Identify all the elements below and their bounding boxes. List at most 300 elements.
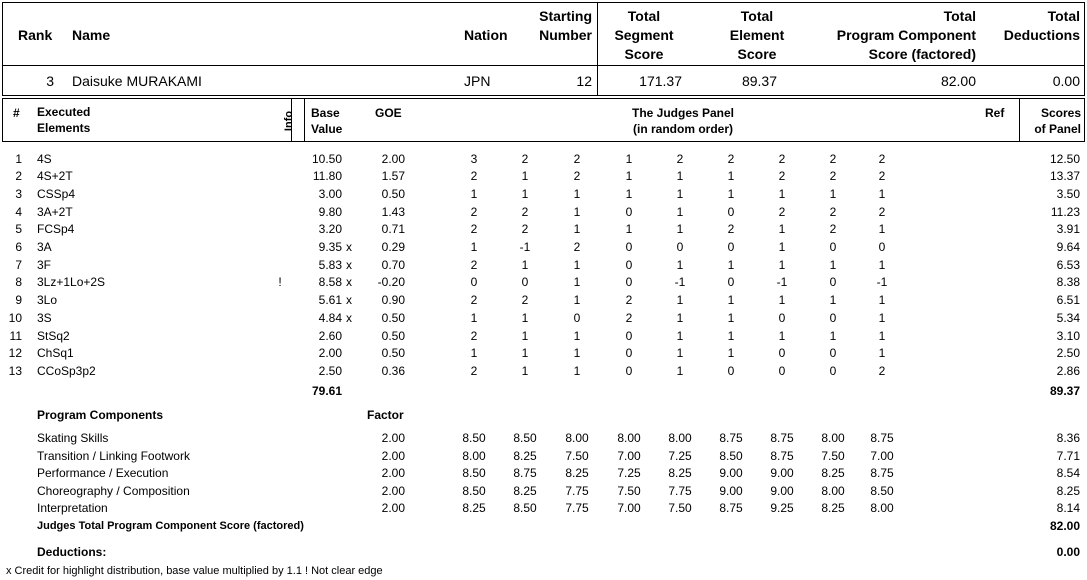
judge-score: 0 bbox=[573, 310, 581, 325]
pcs-total-label: Judges Total Program Component Score (factored) bbox=[37, 520, 304, 532]
element-goe: 0.50 bbox=[381, 328, 405, 343]
element-panel-score: 6.51 bbox=[1056, 293, 1080, 308]
judge-score: 2 bbox=[778, 169, 786, 184]
judge-score: 2 bbox=[625, 310, 633, 325]
component-panel-score: 8.54 bbox=[1056, 466, 1080, 480]
judge-score: 2 bbox=[521, 293, 529, 308]
total-segment-score: 171.37 bbox=[639, 73, 682, 89]
element-base-x: x bbox=[346, 257, 352, 272]
judge-score: 0 bbox=[829, 310, 837, 325]
element-base-x bbox=[346, 328, 356, 346]
judge-score: 1 bbox=[470, 186, 478, 201]
judge-score: 2 bbox=[778, 204, 786, 219]
component-judge-score: 8.25 bbox=[821, 466, 845, 480]
judge-score: 1 bbox=[625, 169, 633, 184]
judge-score: 0 bbox=[778, 310, 786, 325]
element-name: 4S bbox=[37, 151, 52, 166]
judge-score: 2 bbox=[829, 169, 837, 184]
element-goe: 0.36 bbox=[381, 363, 405, 378]
judge-score: 1 bbox=[727, 169, 735, 184]
elements-score-total: 89.37 bbox=[1049, 384, 1080, 398]
element-goe: -0.20 bbox=[377, 275, 405, 290]
element-info bbox=[270, 221, 290, 239]
element-base-value: 5.83 bbox=[318, 257, 342, 272]
judge-score: 1 bbox=[676, 169, 684, 184]
judge-score: 1 bbox=[521, 310, 529, 325]
judge-score: 2 bbox=[676, 151, 684, 166]
component-factor: 2.00 bbox=[381, 501, 405, 515]
component-judge-score: 8.25 bbox=[821, 501, 845, 515]
component-factor: 2.00 bbox=[381, 466, 405, 480]
judge-score: 1 bbox=[676, 222, 684, 237]
element-base-x: x bbox=[346, 240, 352, 254]
component-judge-score: 7.75 bbox=[565, 483, 589, 498]
total-element-score: 89.37 bbox=[741, 73, 777, 89]
skater-name: Daisuke MURAKAMI bbox=[72, 73, 202, 89]
judge-score: 1 bbox=[521, 363, 529, 378]
judge-score: 1 bbox=[625, 151, 633, 166]
component-judge-score: 8.00 bbox=[821, 483, 845, 498]
element-base-value: 2.60 bbox=[318, 328, 342, 343]
element-number: 9 bbox=[15, 293, 22, 308]
judge-score: 1 bbox=[573, 222, 581, 237]
element-goe: 1.57 bbox=[381, 169, 405, 184]
program-components-title: Program Components bbox=[37, 408, 164, 422]
element-info bbox=[270, 310, 290, 328]
skater-nation: JPN bbox=[464, 73, 491, 89]
element-panel-score: 8.38 bbox=[1056, 275, 1080, 290]
judge-score: 1 bbox=[778, 186, 786, 201]
judge-score: 1 bbox=[829, 257, 837, 272]
component-name: Transition / Linking Footwork bbox=[37, 448, 190, 463]
component-judge-score: 9.25 bbox=[770, 501, 794, 515]
judge-score: 1 bbox=[878, 328, 886, 343]
deductions-row-label: Deductions: bbox=[37, 545, 107, 559]
judge-score: 2 bbox=[625, 293, 633, 308]
element-number: 12 bbox=[8, 346, 22, 361]
element-panel-score: 3.91 bbox=[1056, 222, 1080, 237]
judge-score: 0 bbox=[625, 328, 633, 343]
component-judge-score: 7.50 bbox=[565, 448, 589, 463]
element-name: 3Lo bbox=[37, 293, 58, 308]
element-name: FCSp4 bbox=[37, 222, 75, 237]
judge-score: 0 bbox=[625, 257, 633, 272]
component-judge-score: 8.75 bbox=[870, 466, 894, 480]
judges-panel-header: The Judges Panel (in random order) bbox=[631, 106, 735, 136]
judge-score: 0 bbox=[625, 275, 633, 290]
element-base-value: 11.80 bbox=[312, 169, 342, 184]
judge-score: 1 bbox=[521, 169, 529, 184]
component-judge-score: 8.50 bbox=[719, 448, 743, 463]
elements-base-total: 79.61 bbox=[311, 384, 342, 398]
judge-score: 1 bbox=[521, 186, 529, 201]
judge-score: 2 bbox=[521, 204, 529, 219]
element-base-x bbox=[346, 151, 356, 169]
judge-score: 2 bbox=[573, 169, 581, 184]
judge-score: -1 bbox=[876, 275, 888, 290]
judge-score: 1 bbox=[573, 293, 581, 308]
ref-header: Ref bbox=[985, 106, 1005, 120]
component-panel-score: 7.71 bbox=[1056, 448, 1080, 463]
element-info bbox=[270, 168, 290, 186]
judge-score: 1 bbox=[676, 310, 684, 325]
judge-score: 2 bbox=[829, 222, 837, 237]
name-label: Name bbox=[72, 27, 111, 43]
component-panel-score: 8.14 bbox=[1056, 501, 1080, 515]
judge-score: 2 bbox=[778, 151, 786, 166]
element-panel-score: 6.53 bbox=[1056, 257, 1080, 272]
judge-score: 1 bbox=[573, 204, 581, 219]
starting-number-label: Starting Number bbox=[539, 8, 592, 43]
judge-score: 1 bbox=[573, 346, 581, 361]
deductions-label: Total Deductions bbox=[1003, 8, 1080, 43]
judge-score: 1 bbox=[470, 346, 478, 361]
total-deductions: 0.00 bbox=[1052, 73, 1080, 89]
element-base-value: 2.50 bbox=[318, 363, 342, 378]
element-base-value: 10.50 bbox=[311, 151, 342, 166]
component-judge-score: 8.50 bbox=[513, 431, 537, 445]
element-number: 10 bbox=[8, 310, 22, 325]
component-panel-score: 8.36 bbox=[1056, 431, 1080, 445]
factor-header: Factor bbox=[367, 408, 404, 422]
judge-score: 1 bbox=[676, 293, 684, 308]
judge-score: 0 bbox=[727, 275, 735, 290]
element-panel-score: 3.50 bbox=[1056, 186, 1080, 201]
element-name: 3F bbox=[37, 257, 52, 272]
judge-score: -1 bbox=[519, 240, 531, 254]
starting-number: 12 bbox=[576, 73, 592, 89]
judge-score: 1 bbox=[727, 328, 735, 343]
judge-score: 0 bbox=[470, 275, 478, 290]
judge-score: 0 bbox=[829, 363, 837, 378]
judge-score: 0 bbox=[829, 346, 837, 361]
judge-score: 1 bbox=[829, 328, 837, 343]
judge-score: 1 bbox=[778, 328, 786, 343]
judge-score: 2 bbox=[727, 222, 735, 237]
judge-score: 1 bbox=[878, 222, 886, 237]
element-number: 7 bbox=[15, 257, 22, 272]
judge-score: 1 bbox=[573, 257, 581, 272]
judge-score: 1 bbox=[470, 310, 478, 325]
component-judge-score: 8.75 bbox=[719, 431, 743, 445]
judge-score: 3 bbox=[470, 151, 478, 166]
judge-score: 1 bbox=[676, 363, 684, 378]
component-judge-score: 8.00 bbox=[668, 431, 692, 445]
element-info bbox=[270, 292, 290, 310]
element-info bbox=[270, 328, 290, 346]
element-panel-score: 9.64 bbox=[1056, 240, 1080, 254]
element-number: 4 bbox=[15, 204, 22, 219]
element-name: ChSq1 bbox=[37, 346, 74, 361]
info-header: Info bbox=[283, 110, 296, 132]
component-judge-score: 9.00 bbox=[719, 483, 743, 498]
judge-score: 2 bbox=[878, 204, 886, 219]
element-name: 3S bbox=[37, 310, 52, 325]
element-base-x bbox=[346, 363, 356, 381]
element-goe: 0.70 bbox=[381, 257, 405, 272]
element-base-x: x bbox=[346, 293, 352, 308]
element-base-x: x bbox=[346, 275, 352, 290]
element-base-x bbox=[346, 186, 356, 204]
judge-score: 0 bbox=[676, 240, 684, 254]
component-name: Choreography / Composition bbox=[37, 483, 190, 498]
element-goe: 0.50 bbox=[381, 310, 405, 325]
component-judge-score: 8.00 bbox=[821, 431, 845, 445]
judge-score: 0 bbox=[829, 275, 837, 290]
judge-score: 1 bbox=[676, 186, 684, 201]
judge-score: 1 bbox=[625, 186, 633, 201]
component-name: Skating Skills bbox=[37, 431, 109, 445]
tes-label: Total Element Score bbox=[729, 8, 785, 62]
component-judge-score: 8.50 bbox=[513, 501, 537, 515]
element-info bbox=[270, 363, 290, 381]
element-info bbox=[270, 204, 290, 222]
judge-score: 0 bbox=[727, 363, 735, 378]
judge-score: 2 bbox=[470, 328, 478, 343]
element-base-value: 3.20 bbox=[318, 222, 342, 237]
total-pcs: 82.00 bbox=[940, 73, 976, 89]
judge-score: 2 bbox=[829, 151, 837, 166]
judge-score: 1 bbox=[573, 186, 581, 201]
judge-score: 2 bbox=[573, 151, 581, 166]
component-judge-score: 7.50 bbox=[668, 501, 692, 515]
judge-score: 1 bbox=[878, 346, 886, 361]
judge-score: 2 bbox=[829, 204, 837, 219]
element-number: 2 bbox=[15, 169, 22, 184]
skater-rank: 3 bbox=[46, 73, 54, 89]
element-goe: 2.00 bbox=[381, 151, 405, 166]
tss-label: Total Segment Score bbox=[614, 8, 674, 62]
component-name: Performance / Execution bbox=[37, 466, 169, 480]
component-judge-score: 8.75 bbox=[770, 431, 794, 445]
judge-score: 2 bbox=[470, 204, 478, 219]
element-number: 5 bbox=[15, 222, 22, 237]
judge-score: 2 bbox=[470, 222, 478, 237]
element-goe: 0.90 bbox=[381, 293, 405, 308]
element-goe: 1.43 bbox=[381, 204, 405, 219]
element-info bbox=[270, 257, 290, 275]
component-factor: 2.00 bbox=[381, 431, 405, 445]
judge-score: 0 bbox=[878, 240, 886, 254]
judge-score: 2 bbox=[878, 363, 886, 378]
element-number: 8 bbox=[15, 275, 22, 290]
judge-score: 1 bbox=[521, 328, 529, 343]
element-base-x bbox=[346, 168, 356, 186]
component-judge-score: 8.50 bbox=[462, 483, 486, 498]
judge-score: 0 bbox=[625, 204, 633, 219]
element-name: CSSp4 bbox=[37, 186, 76, 201]
pcs-total-value: 82.00 bbox=[1049, 519, 1080, 533]
num-header: # bbox=[13, 106, 20, 120]
component-judge-score: 7.00 bbox=[617, 448, 641, 463]
element-panel-score: 11.23 bbox=[1050, 204, 1080, 219]
judge-score: 2 bbox=[470, 363, 478, 378]
judge-score: 1 bbox=[778, 293, 786, 308]
judge-score: -1 bbox=[776, 275, 788, 290]
element-goe: 0.50 bbox=[381, 186, 405, 201]
nation-label: Nation bbox=[464, 27, 508, 43]
element-base-x bbox=[346, 345, 356, 363]
element-name: 3A bbox=[37, 240, 52, 254]
component-judge-score: 7.00 bbox=[870, 448, 894, 463]
judge-score: 0 bbox=[625, 363, 633, 378]
judge-score: 1 bbox=[676, 346, 684, 361]
judge-score: 1 bbox=[778, 240, 786, 254]
component-factor: 2.00 bbox=[381, 448, 405, 463]
judge-score: 1 bbox=[676, 257, 684, 272]
judge-score: 0 bbox=[727, 240, 735, 254]
judge-score: -1 bbox=[674, 275, 686, 290]
component-judge-score: 8.50 bbox=[462, 431, 486, 445]
component-judge-score: 7.75 bbox=[668, 483, 692, 498]
element-name: 3A+2T bbox=[37, 204, 73, 219]
element-panel-score: 5.34 bbox=[1056, 310, 1080, 325]
element-goe: 0.50 bbox=[381, 346, 405, 361]
element-info: ! bbox=[278, 275, 282, 290]
judge-score: 1 bbox=[727, 257, 735, 272]
element-base-value: 9.35 bbox=[318, 240, 342, 254]
judge-score: 2 bbox=[470, 257, 478, 272]
element-base-value: 5.61 bbox=[318, 293, 342, 308]
judge-score: 0 bbox=[727, 204, 735, 219]
component-judge-score: 8.50 bbox=[870, 483, 894, 498]
element-base-value: 3.00 bbox=[318, 186, 342, 201]
element-base-value: 8.58 bbox=[318, 275, 342, 290]
component-judge-score: 9.00 bbox=[770, 483, 794, 498]
judge-score: 1 bbox=[573, 328, 581, 343]
judge-score: 0 bbox=[625, 240, 633, 254]
element-goe: 0.29 bbox=[381, 240, 405, 254]
component-judge-score: 8.00 bbox=[565, 431, 589, 445]
element-base-x bbox=[346, 221, 356, 239]
rank-label: Rank bbox=[18, 27, 53, 43]
judge-score: 0 bbox=[521, 275, 529, 290]
element-base-x bbox=[346, 204, 356, 222]
judge-score: 2 bbox=[573, 240, 581, 254]
element-panel-score: 3.10 bbox=[1056, 328, 1080, 343]
judge-score: 1 bbox=[878, 293, 886, 308]
judge-score: 1 bbox=[829, 293, 837, 308]
base-value-header: Base Value bbox=[311, 106, 343, 136]
element-name: CCoSp3p2 bbox=[37, 363, 96, 378]
component-panel-score: 8.25 bbox=[1056, 483, 1080, 498]
component-factor: 2.00 bbox=[381, 483, 405, 498]
judge-score: 2 bbox=[878, 169, 886, 184]
judge-score: 1 bbox=[676, 328, 684, 343]
judge-score: 1 bbox=[778, 257, 786, 272]
element-number: 1 bbox=[15, 151, 22, 166]
element-base-value: 2.00 bbox=[318, 346, 342, 361]
judge-score: 0 bbox=[778, 363, 786, 378]
judge-score: 1 bbox=[676, 204, 684, 219]
pcs-label: Total Program Component Score (factored) bbox=[836, 8, 976, 62]
judge-score: 0 bbox=[625, 346, 633, 361]
component-judge-score: 9.00 bbox=[770, 466, 794, 480]
judge-score: 1 bbox=[573, 275, 581, 290]
component-judge-score: 8.25 bbox=[513, 483, 537, 498]
element-panel-score: 12.50 bbox=[1049, 151, 1080, 166]
element-panel-score: 2.86 bbox=[1056, 363, 1080, 378]
judge-score: 2 bbox=[878, 151, 886, 166]
component-judge-score: 8.75 bbox=[870, 431, 894, 445]
component-judge-score: 9.00 bbox=[719, 466, 743, 480]
goe-header: GOE bbox=[375, 106, 402, 120]
judge-score: 2 bbox=[470, 169, 478, 184]
component-judge-score: 7.00 bbox=[617, 501, 641, 515]
deductions-row-value: 0.00 bbox=[1056, 545, 1080, 559]
judge-score: 1 bbox=[829, 186, 837, 201]
judge-score: 2 bbox=[521, 222, 529, 237]
element-number: 11 bbox=[9, 328, 22, 343]
element-info bbox=[270, 186, 290, 204]
component-judge-score: 8.25 bbox=[462, 501, 486, 515]
component-judge-score: 8.00 bbox=[462, 448, 486, 463]
element-name: StSq2 bbox=[37, 328, 70, 343]
component-judge-score: 8.75 bbox=[719, 501, 743, 515]
judge-score: 0 bbox=[778, 346, 786, 361]
judge-score: 1 bbox=[727, 293, 735, 308]
score-header bbox=[2, 2, 1085, 96]
element-panel-score: 13.37 bbox=[1049, 169, 1080, 184]
component-judge-score: 7.50 bbox=[617, 483, 641, 498]
element-base-value: 4.84 bbox=[318, 310, 342, 325]
element-number: 13 bbox=[8, 363, 22, 378]
element-name: 3Lz+1Lo+2S bbox=[37, 275, 106, 290]
element-info bbox=[270, 151, 290, 169]
component-judge-score: 8.75 bbox=[513, 466, 537, 480]
component-judge-score: 8.25 bbox=[565, 466, 589, 480]
judge-score: 1 bbox=[727, 346, 735, 361]
judge-score: 1 bbox=[878, 186, 886, 201]
judge-score: 1 bbox=[878, 310, 886, 325]
elements-header bbox=[2, 98, 1085, 142]
judge-score: 0 bbox=[829, 240, 837, 254]
judge-score: 1 bbox=[521, 257, 529, 272]
judge-score: 1 bbox=[778, 222, 786, 237]
component-name: Interpretation bbox=[37, 501, 108, 515]
element-number: 3 bbox=[15, 186, 22, 201]
judge-score: 1 bbox=[470, 240, 478, 254]
judge-score: 1 bbox=[727, 310, 735, 325]
element-panel-score: 2.50 bbox=[1056, 346, 1080, 361]
judge-score: 1 bbox=[521, 346, 529, 361]
element-goe: 0.71 bbox=[381, 222, 405, 237]
element-base-value: 9.80 bbox=[318, 204, 342, 219]
component-judge-score: 8.00 bbox=[617, 431, 641, 445]
component-judge-score: 8.25 bbox=[668, 466, 692, 480]
component-judge-score: 7.50 bbox=[821, 448, 845, 463]
footnote: x Credit for highlight distribution, base value multiplied by 1.1 ! Not clear edge bbox=[6, 565, 383, 577]
judge-score: 2 bbox=[727, 151, 735, 166]
element-info bbox=[270, 239, 290, 257]
component-judge-score: 8.50 bbox=[462, 466, 486, 480]
element-base-x: x bbox=[346, 310, 352, 325]
scores-header: Scores of Panel bbox=[1034, 106, 1081, 136]
component-judge-score: 8.25 bbox=[513, 448, 537, 463]
judge-score: 2 bbox=[521, 151, 529, 166]
judge-score: 1 bbox=[727, 186, 735, 201]
component-judge-score: 8.00 bbox=[870, 501, 894, 515]
component-judge-score: 7.25 bbox=[617, 466, 641, 480]
component-judge-score: 7.25 bbox=[668, 448, 692, 463]
judge-score: 1 bbox=[625, 222, 633, 237]
component-judge-score: 8.75 bbox=[770, 448, 794, 463]
executed-elements-header: Executed Elements bbox=[37, 105, 91, 135]
element-info bbox=[270, 345, 290, 363]
judge-score: 1 bbox=[573, 363, 581, 378]
component-judge-score: 7.75 bbox=[565, 501, 589, 515]
element-name: 4S+2T bbox=[37, 169, 73, 184]
